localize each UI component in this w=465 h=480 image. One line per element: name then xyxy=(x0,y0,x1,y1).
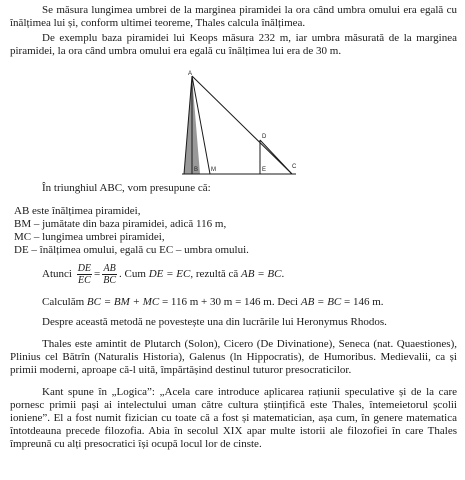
equals-sign: = xyxy=(94,268,101,280)
thales-section xyxy=(10,338,457,377)
definition-item: BM – jumătate din baza piramidei, adică 116 m, xyxy=(14,218,227,230)
calc-end: = 146 m. xyxy=(344,296,384,308)
paragraph-triangle-intro: În triunghiul ABC, vom presupune că: xyxy=(42,182,211,194)
label-C: C xyxy=(292,164,297,170)
label-A: A xyxy=(188,71,193,77)
calc-prefix: Calculăm xyxy=(42,296,85,308)
fraction-de-ec xyxy=(77,263,92,286)
calc-values: = 116 m + 30 m = 146 m. Deci xyxy=(161,296,299,308)
label-E: E xyxy=(262,167,267,173)
equation-mid: . Cum xyxy=(119,268,146,280)
definition-list xyxy=(14,205,461,257)
equation-prefix: Atunci xyxy=(42,268,72,280)
paragraph-thales: Thales este amintit de Plutarch (Solon), Cicero (De Divinatione), Seneca (nat. Quaestiones), Plinius cel Bătrîn (Naturalis Historia), Galenus (ln Hippocratis), de Humoribus. Medievalii, ca și primii moderni, aproape că-l uită, împărtășind destinul tuturor presocraticilor. xyxy=(10,338,457,376)
method-section xyxy=(10,316,457,329)
equation-end: . xyxy=(281,268,285,280)
kant-section xyxy=(10,386,457,451)
definition-item: MC – lungimea umbrei piramidei, xyxy=(14,231,165,243)
definition-item: AB este înălțimea piramidei, xyxy=(14,205,141,217)
equation-line xyxy=(42,261,457,287)
equation-result: AB = BC xyxy=(241,268,282,280)
paragraph-kant: Kant spune în „Logica”: „Acela care introduce aplicarea rațiunii speculative și de la care pornesc primii pași ai intelectului uman către cultura științifică este Thales, întemeietorul școlii ioniene”. El a fost numit fizician cu toate că a fost și matematician, așa cum, în genere matematica întotdeauna precede filozofia. Abia în secolul XIX apar multe istorii ale filozofiei în care Thales împreună cu alți presocratici își ocupă locul lor de cinste. xyxy=(10,386,457,450)
calc-expression: BC = BM + MC xyxy=(86,296,160,308)
equation-condition: DE = EC xyxy=(148,268,191,280)
intro-section xyxy=(10,4,457,58)
label-M: M xyxy=(211,167,216,173)
paragraph-method: Despre această metodă ne povestește una din lucrările lui Heronymus Rhodos. xyxy=(42,316,387,328)
triangle-section xyxy=(10,182,457,195)
equation-mid2: , rezultă că xyxy=(190,268,239,280)
pyramid-figure xyxy=(180,70,305,178)
label-B: B xyxy=(194,167,199,173)
paragraph-intro-1: Se măsura lungimea umbrei de la marginea piramidei la ora când umbra omului era egală cu înălțimea lui și, conform ultimei teoreme, Thales calcula înălțimea. xyxy=(10,4,457,29)
fraction-numerator: DE xyxy=(77,262,92,274)
fraction-numerator: AB xyxy=(103,262,116,274)
fraction-denominator: EC xyxy=(77,274,91,286)
fraction-denominator: BC xyxy=(103,274,117,286)
definition-item: DE – înălțimea omului, egală cu EC – umbra omului. xyxy=(14,244,249,256)
label-D: D xyxy=(262,134,267,140)
calc-result: AB = BC xyxy=(300,296,342,308)
paragraph-intro-2: De exemplu baza piramidei lui Keops măsura 232 m, iar umbra măsurată de la marginea piramidei, la ora când umbra omului era egală cu înălțimea lui era de 30 m. xyxy=(10,32,457,57)
calculation-line xyxy=(42,296,457,309)
fraction-ab-bc xyxy=(102,263,117,286)
